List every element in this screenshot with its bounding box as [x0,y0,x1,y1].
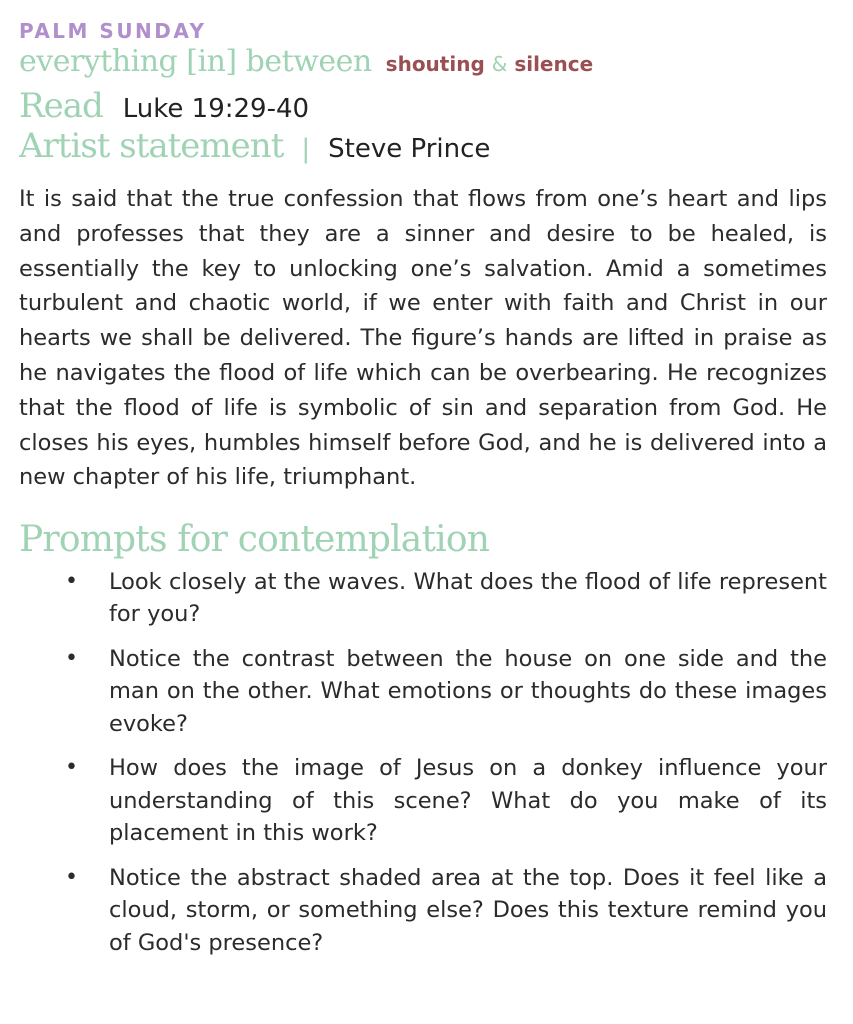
artist-statement-text: It is said that the true confession that flows from one’s heart and lips and professes that they are a sinner and desire to be healed, is essentially the key to unlocking one’s salvation. Amid a sometimes turbulent and chaotic world, if we enter with faith and Christ in our hearts we shall be delivered. The figure’s hands are lifted in praise as he navigates the flood of life which can be overbearing. He recognizes that the flood of life is symbolic of sin and separation from God. He closes his eyes, humbles himself before God, and he is delivered into a new chapter of his life, triumphant. [19,186,827,491]
separator: | [301,134,311,164]
series-subtitle-ampersand: & [491,52,508,76]
bullet-icon: • [65,755,78,781]
read-row [19,86,827,126]
bullet-icon: • [65,864,78,890]
prompt-text: Notice the contrast between the house on one side and the man on the other. What emotions or thoughts do these images evoke? [109,645,827,737]
series-subtitle [386,52,593,76]
bullet-icon: • [65,645,78,671]
list-item [19,643,827,741]
prompt-text: Look closely at the waves. What does the flood of life represent for you? [109,568,827,628]
artist-statement-label: Artist statement [19,126,284,166]
artist-row [19,126,827,166]
series-line [19,44,827,84]
read-label: Read [19,86,103,126]
bullet-icon: • [65,568,78,594]
list-item [19,752,827,850]
prompts-list [19,566,827,960]
series-subtitle-word1: shouting [385,52,485,76]
series-title: everything [in] between [19,44,372,79]
list-item [19,566,827,631]
artist-name: Steve Prince [328,134,491,164]
prompt-text: Notice the abstract shaded area at the top. Does it feel like a cloud, storm, or something else? Does this texture remind you of God's presence? [109,864,827,956]
page [19,18,827,971]
prompt-text: How does the image of Jesus on a donkey influence your understanding of this scene? What do you make of its placement in this work? [109,755,827,847]
scripture-reference: Luke 19:29-40 [122,94,310,124]
kicker-label: PALM SUNDAY [19,19,207,43]
prompts-title: Prompts for contemplation [19,518,490,560]
list-item [19,862,827,960]
series-subtitle-word2: silence [514,52,594,76]
